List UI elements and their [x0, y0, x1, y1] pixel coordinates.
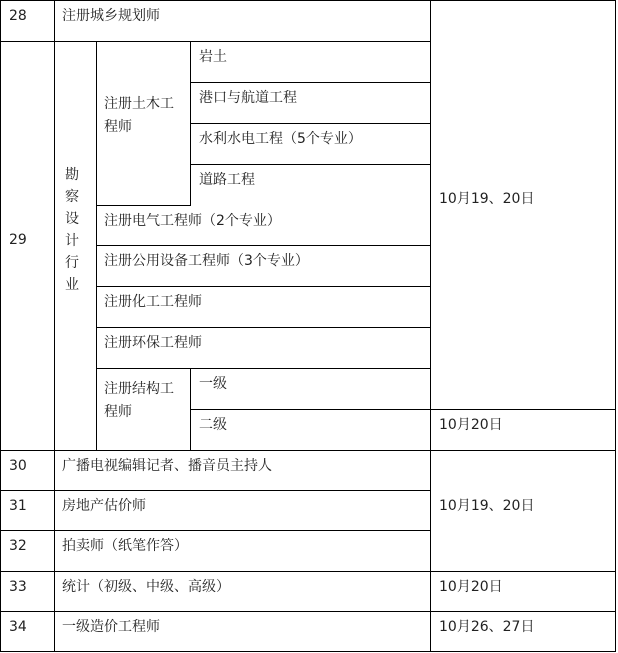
exam-date: 10月19、20日	[439, 498, 535, 514]
row-number: 29	[9, 232, 27, 248]
row-number: 33	[9, 579, 27, 595]
row-line	[190, 123, 431, 124]
row-line	[0, 611, 616, 612]
row-line	[96, 327, 431, 328]
row-line	[0, 571, 616, 572]
row-line	[96, 286, 431, 287]
row-number: 28	[9, 8, 27, 24]
civil-sub-item: 岩土	[199, 49, 227, 65]
exam-date: 10月20日	[439, 417, 503, 433]
column-line	[54, 0, 55, 652]
exam-name: 注册电气工程师（2个专业）	[104, 213, 281, 229]
row-number: 31	[9, 498, 27, 514]
exam-date: 10月19、20日	[439, 191, 535, 207]
column-line	[0, 0, 1, 652]
exam-name: 注册城乡规划师	[62, 8, 160, 24]
row-line	[190, 82, 431, 83]
row-number: 34	[9, 619, 27, 635]
exam-date: 10月20日	[439, 579, 503, 595]
civil-sub-item: 水利水电工程（5个专业）	[199, 131, 362, 147]
exam-name: 注册环保工程师	[104, 335, 202, 351]
exam-date: 10月26、27日	[439, 619, 535, 635]
column-line	[96, 41, 97, 451]
row-line	[0, 490, 431, 491]
row-line	[96, 245, 431, 246]
exam-name: 拍卖师（纸笔作答）	[62, 538, 188, 554]
category-char: 勘	[65, 167, 79, 183]
row-line	[96, 368, 431, 369]
row-line	[190, 409, 616, 410]
exam-name: 一级造价工程师	[62, 619, 160, 635]
category-char: 计	[65, 233, 79, 249]
row-line	[190, 164, 431, 165]
exam-name: 注册公用设备工程师（3个专业）	[104, 253, 309, 269]
row-line	[0, 41, 431, 42]
row-line	[96, 205, 191, 206]
column-line	[190, 368, 191, 451]
row-line	[0, 450, 616, 451]
category-char: 业	[65, 277, 79, 293]
column-line	[430, 0, 431, 652]
structural-grade: 一级	[199, 376, 227, 392]
exam-name: 房地产估价师	[62, 498, 146, 514]
row-number: 30	[9, 458, 27, 474]
civil-sub-item: 港口与航道工程	[199, 90, 297, 106]
category-survey-design	[62, 164, 82, 296]
exam-name: 统计（初级、中级、高级）	[62, 579, 230, 595]
civil-sub-item: 道路工程	[199, 172, 255, 188]
category-char: 察	[65, 189, 79, 205]
category-char: 设	[65, 211, 79, 227]
row-line	[0, 530, 431, 531]
exam-name: 广播电视编辑记者、播音员主持人	[62, 458, 272, 474]
row-line	[0, 0, 616, 1]
column-line	[615, 0, 616, 652]
civil-engineer-label: 注册土木工程师	[104, 96, 174, 135]
row-line	[0, 651, 616, 652]
structural-grade: 二级	[199, 417, 227, 433]
structural-engineer-label: 注册结构工程师	[104, 381, 174, 420]
category-char: 行	[65, 255, 79, 271]
exam-name: 注册化工工程师	[104, 294, 202, 310]
row-number: 32	[9, 538, 27, 554]
column-line	[190, 41, 191, 206]
